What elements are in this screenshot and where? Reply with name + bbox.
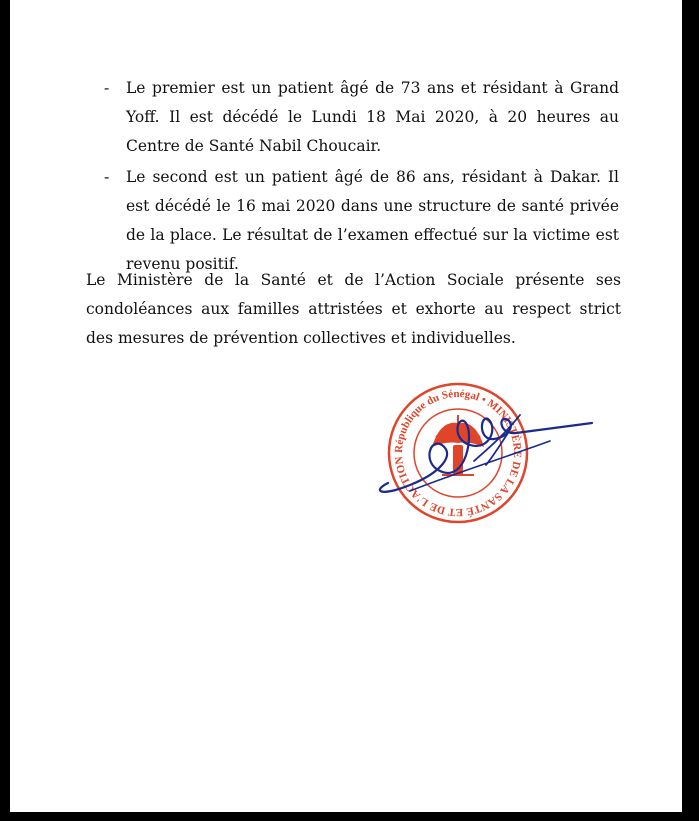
- bullet-text: Le premier est un patient âgé de 73 ans et résidant à Grand Yoff. Il est décédé le Lundi 18 Mai 2020, à 20 heures au Centre de Santé Nabil Choucair.: [126, 79, 619, 155]
- list-item: [104, 163, 619, 279]
- official-seal-icon: [370, 375, 527, 522]
- bullet-dash: -: [104, 79, 110, 97]
- closing-paragraph: Le Ministère de la Santé et de l’Action Sociale présente ses condoléances aux familles attristées et exhorte au respect strict des mesures de prévention collectives et individuelles.: [86, 271, 621, 347]
- official-stamp-and-signature: [370, 375, 610, 525]
- bullet-text: Le second est un patient âgé de 86 ans, résidant à Dakar. Il est décédé le 16 mai 2020 dans une structure de santé privée de la place. Le résultat de l’examen effectué sur la victime est revenu positif.: [126, 168, 619, 273]
- bullet-dash: -: [104, 168, 110, 186]
- bullet-list: [104, 74, 619, 281]
- document-page: [10, 0, 682, 812]
- list-item: [104, 74, 619, 161]
- stamp-svg: [370, 375, 610, 525]
- stamp-ring-text: République du Sénégal • MINISTÈRE DE LA SANTÉ ET DE L'ACTION: [392, 387, 524, 519]
